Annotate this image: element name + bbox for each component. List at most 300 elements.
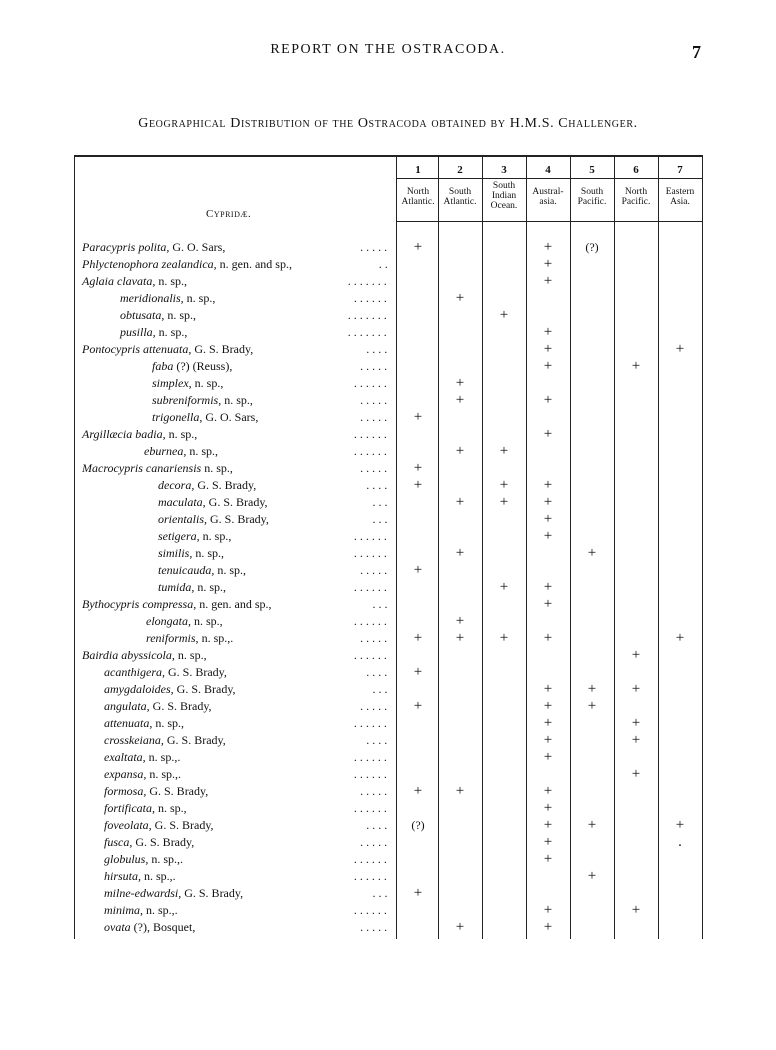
species-name xyxy=(104,800,187,817)
species-authority: n. sp., xyxy=(224,393,253,407)
distribution-mark: + xyxy=(631,715,641,731)
species-name xyxy=(104,698,212,715)
leader-dots: . . . . . xyxy=(360,920,388,934)
distribution-mark: + xyxy=(631,732,641,748)
column-header-line: South xyxy=(448,187,472,197)
table-row xyxy=(0,919,776,936)
species-name xyxy=(152,358,232,375)
leader-dots: . . xyxy=(378,257,388,271)
leader-dots: . . . . . xyxy=(360,240,388,254)
distribution-mark: + xyxy=(543,596,553,612)
genus-name: Bythocypris xyxy=(82,597,140,611)
leader-dots: . . . . . . xyxy=(353,767,387,781)
species-authority: n. sp., xyxy=(217,563,246,577)
table-row xyxy=(0,273,776,290)
table-row xyxy=(0,834,776,851)
species-epithet: eburnea, xyxy=(144,444,187,458)
leader-dots: . . . . . . . xyxy=(347,308,387,322)
distribution-mark: + xyxy=(543,579,553,595)
species-name xyxy=(104,817,214,834)
species-authority: n. sp.,. xyxy=(148,750,181,764)
table-row xyxy=(0,630,776,647)
species-name xyxy=(104,834,194,851)
species-authority: n. sp., xyxy=(177,648,207,662)
column-header-line: Austral- xyxy=(532,187,564,197)
species-epithet: clavata, xyxy=(117,274,156,288)
distribution-mark: + xyxy=(455,613,465,629)
species-authority: (?), Bosquet, xyxy=(133,920,196,934)
species-authority: G. S. Brady, xyxy=(194,342,254,356)
species-epithet: fortificata, xyxy=(104,801,155,815)
species-name xyxy=(82,341,253,358)
table-row xyxy=(0,715,776,732)
species-epithet: trigonella, xyxy=(152,410,203,424)
species-name xyxy=(104,715,184,732)
leader-dots: . . . . . . . xyxy=(347,325,387,339)
table-row xyxy=(0,239,776,256)
distribution-mark: + xyxy=(543,749,553,765)
species-epithet: polita, xyxy=(138,240,170,254)
table-row xyxy=(0,324,776,341)
species-epithet: tumida, xyxy=(158,580,195,594)
species-epithet: ovata xyxy=(104,920,131,934)
distribution-mark: + xyxy=(455,630,465,646)
species-authority: n. sp.,. xyxy=(201,631,234,645)
leader-dots: . . . . . . xyxy=(353,376,387,390)
species-epithet: canariensis xyxy=(145,461,202,475)
species-authority: n. sp., xyxy=(167,308,197,322)
distribution-mark: + xyxy=(543,477,553,493)
leader-dots: . . . . . . xyxy=(353,614,387,628)
distribution-mark: + xyxy=(499,477,509,493)
distribution-mark: + xyxy=(631,902,641,918)
distribution-mark: + xyxy=(675,817,685,833)
distribution-mark: + xyxy=(675,630,685,646)
table-row xyxy=(0,443,776,460)
leader-dots: . . . . . . xyxy=(353,869,387,883)
table-row xyxy=(0,800,776,817)
distribution-mark: + xyxy=(455,494,465,510)
leader-dots: . . . . . . xyxy=(353,801,387,815)
leader-dots: . . . . . . xyxy=(353,444,387,458)
distribution-mark: + xyxy=(587,681,597,697)
species-epithet: acanthigera, xyxy=(104,665,165,679)
species-name xyxy=(120,324,187,341)
leader-dots: . . . . . . . xyxy=(347,274,387,288)
species-name xyxy=(82,460,233,477)
column-header-line: Asia. xyxy=(670,197,690,207)
table-row xyxy=(0,681,776,698)
table-row xyxy=(0,698,776,715)
species-name xyxy=(82,596,272,613)
column-header-line: Ocean. xyxy=(490,201,518,211)
species-epithet: milne-edwardsi, xyxy=(104,886,182,900)
distribution-mark: + xyxy=(543,732,553,748)
species-epithet: simplex, xyxy=(152,376,192,390)
column-header-line: Pacific. xyxy=(577,197,607,207)
page-number: 7 xyxy=(692,42,701,62)
leader-dots: . . . . . . xyxy=(353,750,387,764)
species-name xyxy=(82,426,197,443)
distribution-mark: + xyxy=(455,919,465,935)
species-name xyxy=(104,885,243,902)
table-row xyxy=(0,579,776,596)
species-epithet: tenuicauda, xyxy=(158,563,215,577)
species-epithet: zealandica, xyxy=(161,257,217,271)
family-label: Cypridæ. xyxy=(206,208,252,220)
distribution-mark: + xyxy=(455,290,465,306)
distribution-mark: + xyxy=(543,715,553,731)
species-epithet: minima, xyxy=(104,903,143,917)
distribution-mark: + xyxy=(455,783,465,799)
species-name xyxy=(152,392,253,409)
table-row xyxy=(0,358,776,375)
table-row xyxy=(0,256,776,273)
distribution-mark: + xyxy=(631,681,641,697)
table-row xyxy=(0,460,776,477)
distribution-mark: + xyxy=(543,817,553,833)
distribution-mark: + xyxy=(455,375,465,391)
species-epithet: faba xyxy=(152,359,174,373)
table-row xyxy=(0,562,776,579)
distribution-mark: + xyxy=(413,698,423,714)
table-top-rule xyxy=(74,155,702,157)
species-epithet: orientalis, xyxy=(158,512,208,526)
leader-dots: . . . xyxy=(372,886,388,900)
table-row xyxy=(0,392,776,409)
genus-name: Paracypris xyxy=(82,240,136,254)
species-authority: G. S. Brady, xyxy=(166,733,226,747)
species-authority: G. S. Brady, xyxy=(152,699,212,713)
column-header-line: Atlantic. xyxy=(401,197,435,207)
species-name xyxy=(104,902,178,919)
species-authority: n. sp., xyxy=(204,461,233,475)
species-name xyxy=(104,868,176,885)
species-authority: n. sp., xyxy=(189,444,218,458)
distribution-mark: + xyxy=(413,630,423,646)
species-name xyxy=(158,511,269,528)
distribution-mark: + xyxy=(499,630,509,646)
distribution-mark: + xyxy=(543,273,553,289)
table-row xyxy=(0,290,776,307)
column-header-line: North xyxy=(406,187,430,197)
species-epithet: meridionalis, xyxy=(120,291,184,305)
distribution-mark: + xyxy=(413,664,423,680)
distribution-mark: + xyxy=(543,834,553,850)
distribution-mark: + xyxy=(543,341,553,357)
leader-dots: . . . . . xyxy=(360,699,388,713)
leader-dots: . . . xyxy=(372,495,388,509)
distribution-mark: . xyxy=(678,834,682,850)
species-name xyxy=(82,273,187,290)
species-authority: n. sp., xyxy=(186,291,216,305)
leader-dots: . . . . . xyxy=(360,563,388,577)
distribution-mark: (?) xyxy=(585,240,599,254)
species-authority: n. sp., xyxy=(194,376,224,390)
leader-dots: . . . . . xyxy=(360,835,388,849)
species-authority: G. S. Brady, xyxy=(135,835,195,849)
species-authority: n. gen. and sp., xyxy=(219,257,292,271)
genus-name: Bairdia xyxy=(82,648,119,662)
species-name xyxy=(82,647,207,664)
species-authority: G. S. Brady, xyxy=(208,495,268,509)
column-number-rule xyxy=(396,178,702,179)
species-authority: n. sp., xyxy=(168,427,198,441)
table-row xyxy=(0,647,776,664)
table-row xyxy=(0,613,776,630)
distribution-mark: + xyxy=(455,545,465,561)
distribution-mark: + xyxy=(587,817,597,833)
table-row xyxy=(0,477,776,494)
species-authority: n. sp., xyxy=(158,274,187,288)
table-row xyxy=(0,868,776,885)
distribution-mark: + xyxy=(413,409,423,425)
table-row xyxy=(0,307,776,324)
table-row xyxy=(0,426,776,443)
species-authority: n. sp., xyxy=(195,546,225,560)
species-name xyxy=(158,494,268,511)
column-header-line: Atlantic. xyxy=(443,197,477,207)
species-authority: n. sp., xyxy=(197,580,227,594)
distribution-mark: + xyxy=(455,443,465,459)
distribution-mark: + xyxy=(631,647,641,663)
leader-dots: . . . . . xyxy=(360,359,388,373)
distribution-mark: + xyxy=(631,358,641,374)
species-authority: n. sp., xyxy=(194,614,223,628)
table-row xyxy=(0,885,776,902)
table-row xyxy=(0,528,776,545)
species-epithet: attenuata, xyxy=(104,716,153,730)
leader-dots: . . . . xyxy=(366,665,388,679)
distribution-mark: + xyxy=(543,358,553,374)
species-epithet: amygdaloides, xyxy=(104,682,174,696)
species-epithet: exaltata, xyxy=(104,750,146,764)
table-title: Geographical Distribution of the Ostracoda obtained by H.M.S. Challenger. xyxy=(138,116,638,131)
species-name xyxy=(158,562,246,579)
table-row xyxy=(0,545,776,562)
column-number: 1 xyxy=(415,164,421,176)
species-name xyxy=(146,630,233,647)
leader-dots: . . . . . xyxy=(360,784,388,798)
distribution-mark: + xyxy=(413,783,423,799)
species-authority: (?) (Reuss), xyxy=(176,359,233,373)
leader-dots: . . . . . . xyxy=(353,291,387,305)
species-epithet: abyssicola, xyxy=(121,648,175,662)
distribution-mark: + xyxy=(499,307,509,323)
distribution-mark: + xyxy=(499,579,509,595)
distribution-mark: + xyxy=(543,800,553,816)
leader-dots: . . . . . xyxy=(360,393,388,407)
distribution-mark: + xyxy=(455,392,465,408)
species-authority: G. S. Brady, xyxy=(176,682,236,696)
species-name xyxy=(152,409,258,426)
species-authority: n. sp.,. xyxy=(151,852,184,866)
distribution-mark: + xyxy=(543,528,553,544)
table-row xyxy=(0,596,776,613)
distribution-mark: + xyxy=(543,630,553,646)
column-header-line: South xyxy=(580,187,604,197)
leader-dots: . . . . xyxy=(366,818,388,832)
species-authority: G. O. Sars, xyxy=(205,410,259,424)
distribution-mark: + xyxy=(587,698,597,714)
distribution-mark: + xyxy=(413,460,423,476)
species-epithet: maculata, xyxy=(158,495,206,509)
distribution-mark: + xyxy=(631,766,641,782)
leader-dots: . . . . xyxy=(366,342,388,356)
species-name xyxy=(120,290,215,307)
distribution-mark: + xyxy=(543,239,553,255)
table-row xyxy=(0,766,776,783)
species-name xyxy=(104,732,226,749)
table-row xyxy=(0,341,776,358)
column-header-line: North xyxy=(624,187,648,197)
species-authority: n. sp.,. xyxy=(146,903,178,917)
leader-dots: . . . . . . xyxy=(353,903,387,917)
distribution-mark: + xyxy=(543,494,553,510)
distribution-mark: + xyxy=(413,477,423,493)
table-row xyxy=(0,851,776,868)
distribution-mark: + xyxy=(543,681,553,697)
distribution-mark: + xyxy=(499,443,509,459)
species-authority: G. S. Brady, xyxy=(154,818,214,832)
genus-name: Argillæcia xyxy=(82,427,133,441)
species-epithet: fusca, xyxy=(104,835,133,849)
species-name xyxy=(82,239,225,256)
species-name xyxy=(104,681,236,698)
distribution-mark: + xyxy=(587,545,597,561)
distribution-mark: + xyxy=(543,698,553,714)
species-epithet: reniformis, xyxy=(146,631,199,645)
table-row xyxy=(0,494,776,511)
distribution-mark: + xyxy=(543,511,553,527)
leader-dots: . . . . . . xyxy=(353,580,387,594)
distribution-mark: + xyxy=(587,868,597,884)
column-header-line: Eastern xyxy=(665,187,695,197)
table-row xyxy=(0,732,776,749)
species-name xyxy=(82,256,292,273)
species-authority: n. sp.,. xyxy=(144,869,176,883)
species-authority: n. sp., xyxy=(155,716,184,730)
leader-dots: . . . . . xyxy=(360,461,388,475)
column-number: 5 xyxy=(589,164,595,176)
species-name xyxy=(104,749,180,766)
species-epithet: hirsuta, xyxy=(104,869,142,883)
species-authority: n. sp., xyxy=(158,325,188,339)
distribution-mark: + xyxy=(543,256,553,272)
table-row xyxy=(0,511,776,528)
column-number: 6 xyxy=(633,164,639,176)
header-bottom-rule xyxy=(396,221,702,222)
species-epithet: subreniformis, xyxy=(152,393,222,407)
distribution-mark: + xyxy=(543,851,553,867)
distribution-mark: + xyxy=(413,239,423,255)
species-authority: G. S. Brady, xyxy=(184,886,244,900)
species-authority: G. S. Brady, xyxy=(210,512,269,526)
species-epithet: formosa, xyxy=(104,784,147,798)
species-authority: G. O. Sars, xyxy=(172,240,226,254)
distribution-mark: (?) xyxy=(411,818,425,832)
distribution-mark: + xyxy=(413,562,423,578)
species-name xyxy=(104,919,195,936)
species-epithet: setigera, xyxy=(158,529,200,543)
table-row xyxy=(0,783,776,800)
species-epithet: attenuata, xyxy=(143,342,192,356)
leader-dots: . . . . . xyxy=(360,631,388,645)
leader-dots: . . . . xyxy=(366,478,388,492)
column-header-line: Pacific. xyxy=(621,197,651,207)
species-epithet: badia, xyxy=(135,427,166,441)
column-number: 4 xyxy=(545,164,551,176)
distribution-mark: + xyxy=(543,783,553,799)
species-authority: n. sp., xyxy=(202,529,232,543)
leader-dots: . . . . . xyxy=(360,410,388,424)
species-epithet: compressa, xyxy=(142,597,197,611)
leader-dots: . . . . . . xyxy=(353,716,387,730)
species-name xyxy=(158,545,224,562)
species-epithet: globulus, xyxy=(104,852,149,866)
table-row xyxy=(0,409,776,426)
distribution-mark: + xyxy=(543,392,553,408)
species-name xyxy=(152,375,223,392)
species-epithet: crosskeiana, xyxy=(104,733,164,747)
species-epithet: angulata, xyxy=(104,699,150,713)
species-name xyxy=(158,477,256,494)
column-header-line: Indian xyxy=(491,191,517,201)
running-head: REPORT ON THE OSTRACODA. xyxy=(270,42,506,57)
genus-name: Macrocypris xyxy=(82,461,143,475)
table-row xyxy=(0,749,776,766)
species-authority: G. S. Brady, xyxy=(197,478,257,492)
column-number: 2 xyxy=(457,164,463,176)
species-name xyxy=(104,766,181,783)
species-name xyxy=(144,443,218,460)
leader-dots: . . . xyxy=(372,597,388,611)
species-name xyxy=(104,783,208,800)
distribution-mark: + xyxy=(543,919,553,935)
species-authority: n. gen. and sp., xyxy=(199,597,272,611)
distribution-mark: + xyxy=(543,902,553,918)
species-name xyxy=(120,307,196,324)
species-epithet: elongata, xyxy=(146,614,191,628)
species-authority: n. sp.,. xyxy=(149,767,181,781)
species-authority: G. S. Brady, xyxy=(149,784,209,798)
species-epithet: foveolata, xyxy=(104,818,152,832)
species-epithet: pusilla, xyxy=(120,325,156,339)
distribution-mark: + xyxy=(675,341,685,357)
leader-dots: . . . . xyxy=(366,733,388,747)
table-row xyxy=(0,902,776,919)
species-name xyxy=(146,613,223,630)
species-epithet: similis, xyxy=(158,546,193,560)
species-authority: n. sp., xyxy=(158,801,187,815)
species-name xyxy=(158,579,226,596)
leader-dots: . . . xyxy=(372,512,388,526)
column-header-line: South xyxy=(492,181,516,191)
column-header-line: asia. xyxy=(539,197,557,207)
distribution-mark: + xyxy=(543,426,553,442)
species-authority: G. S. Brady, xyxy=(168,665,227,679)
leader-dots: . . . . . . xyxy=(353,648,387,662)
species-epithet: expansa, xyxy=(104,767,147,781)
species-epithet: decora, xyxy=(158,478,195,492)
leader-dots: . . . . . . xyxy=(353,529,387,543)
species-name xyxy=(104,664,227,681)
genus-name: Phlyctenophora xyxy=(82,257,159,271)
table-row xyxy=(0,664,776,681)
distribution-mark: + xyxy=(543,324,553,340)
leader-dots: . . . . . . xyxy=(353,546,387,560)
column-number: 3 xyxy=(501,164,507,176)
